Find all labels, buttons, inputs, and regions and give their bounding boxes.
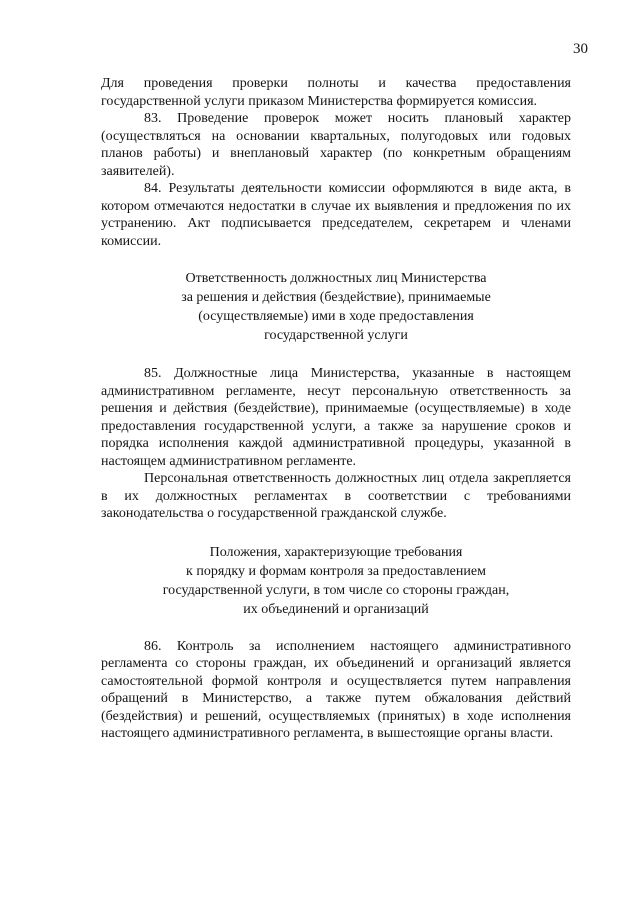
- paragraph-85: 85. Должностные лица Министерства, указанные в настоящем административном регламенте, несут персональную ответственность за решения и действия (бездействие), принимаемые (осуществляемые) в ходе предоставления государственной услуги, а также за нарушение сроков и порядка исполнения каждой административной процедуры, указанной в настоящем административном регламенте.: [101, 366, 571, 469]
- heading-line: государственной услуги, в том числе со стороны граждан,: [162, 582, 510, 598]
- heading-line: государственной услуги: [264, 328, 408, 343]
- heading-line: (осуществляемые) ими в ходе предоставления: [198, 309, 474, 324]
- heading-line: их объединений и организаций: [243, 601, 429, 617]
- heading-line: Положения, характеризующие требования: [209, 544, 463, 560]
- paragraph-84: 84. Результаты деятельности комиссии оформляются в виде акта, в котором отмечаются недостатки в случае их выявления и предложения по их устранению. Акт подписывается председателем, секретарем и членами комиссии.: [101, 181, 571, 249]
- paragraph-commission: Для проведения проверки полноты и качества предоставления государственной услуги приказом Министерства формируется комиссия.: [101, 76, 571, 109]
- paragraph-83: 83. Проведение проверок может носить плановый характер (осуществляться на основании квартальных, полугодовых или годовых планов работы) и внеплановый характер (по конкретным обращениям заявителей).: [101, 111, 571, 179]
- document-body: [101, 75, 571, 743]
- heading-line: за решения и действия (бездействие), принимаемые: [181, 290, 491, 305]
- page-number: 30: [573, 41, 588, 57]
- heading-line: к порядку и формам контроля за предоставлением: [186, 563, 486, 579]
- paragraph-personal-responsibility: Персональная ответственность должностных лиц отдела закрепляется в их должностных регламентах в соответствии с требованиями законодательства о государственной гражданской службе.: [101, 471, 571, 521]
- paragraph-86: 86. Контроль за исполнением настоящего административного регламента со стороны граждан, их объединений и организаций является самостоятельной формой контроля и осуществляется путем направления обращений в Министерство, а также путем обжалования действий (бездействия) и решений, осуществляемых (принятых) в ходе исполнения настоящего административного регламента, в вышестоящие органы власти.: [101, 638, 571, 741]
- heading-line: Ответственность должностных лиц Министерства: [185, 271, 487, 286]
- section-heading-control: [101, 543, 571, 619]
- section-heading-responsibility: [101, 269, 571, 345]
